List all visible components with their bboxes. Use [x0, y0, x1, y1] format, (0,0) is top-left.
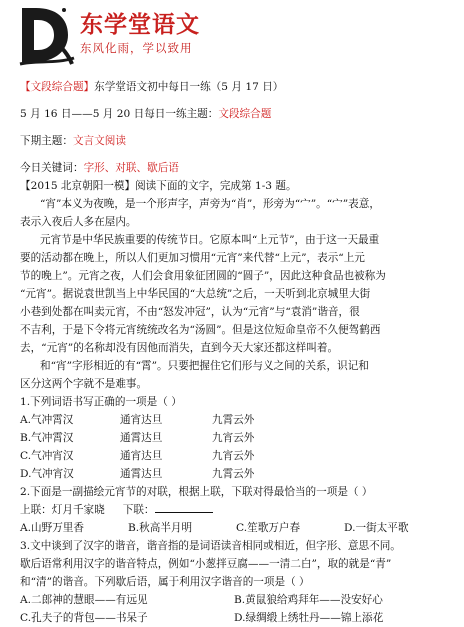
- answer-option-row: C.孔夫子的背包——书呆子 D.绿绸缎上绣牡丹——锦上添花: [20, 612, 384, 624]
- keywords-line: 今日关键词：字形、对联、歇后语: [20, 162, 179, 174]
- brand-title: 东学堂语文: [80, 12, 200, 38]
- passage-line: 区分这两个字就不是难事。: [20, 378, 148, 390]
- passage-source: 【2015 北京朝阳一模】阅读下面的文字，完成第 1-3 题。: [20, 180, 297, 192]
- answer-option: A.气冲霄汉 通宵达旦 九霄云外: [20, 414, 255, 426]
- answer-option: C.气冲宵汉 通宵达旦 九宵云外: [20, 450, 255, 462]
- document-title: [20, 78, 450, 96]
- passage: [20, 195, 450, 393]
- brush-logo-icon: [16, 2, 76, 68]
- question-stem: 歇后语常利用汉字的谐音特点，例如“小葱拌豆腐——一清二白”，取的就是“青”: [20, 558, 392, 570]
- passage-line: 元宵节是中华民族重要的传统节日。它原本叫“上元节”，由于这一天最重: [40, 234, 380, 246]
- passage-line: “宵”本义为夜晚，是一个形声字，声旁为“肖”，形旁为“宀”。“宀”表意，: [40, 198, 380, 210]
- question-stem: 1.下列词语书写正确的一项是（ ）: [20, 396, 182, 408]
- question-1: [20, 393, 450, 483]
- passage-line: 要的活动都在晚上，所以人们更加习惯用“元宵”来代替“上元”，表示“上元: [20, 252, 365, 264]
- document-body: [20, 78, 450, 627]
- couplet-line: 上联：灯月千家晓 下联：: [20, 501, 450, 519]
- passage-line: 小巷到处都在叫卖元宵，不由“怒发冲冠”，认为“元宵”与“袁消”谐音，很: [20, 306, 360, 318]
- answer-option: B.气冲霄汉 通霄达旦 九宵云外: [20, 432, 255, 444]
- passage-line: 表示入夜后人多在屋内。: [20, 216, 137, 228]
- answer-option: D.气冲宵汉 通霄达旦 九霄云外: [20, 468, 255, 480]
- answer-option-row: A.山野万里香 B.秋高半月明 C.笙歌万户春 D.一街太平歌: [20, 522, 409, 534]
- question-stem: 和“清”的谐音。下列歇后语，属于利用汉字谐音的一项是（ ）: [20, 576, 310, 588]
- passage-line: “元宵”。据说袁世凯当上中华民国的“大总统”之后，一天听到北京城里大街: [20, 288, 371, 300]
- question-3: [20, 537, 450, 627]
- question-stem: 2.下面是一副描绘元宵节的对联，根据上联，下联对得最恰当的一项是（ ）: [20, 486, 373, 498]
- passage-line: 不吉利，于是下令将元宵统统改名为“汤圆”。但是这位短命皇帝不久便驾鹤西: [20, 324, 381, 336]
- site-header: [0, 0, 464, 76]
- weekly-theme: 文段综合题: [218, 108, 272, 120]
- keywords: 字形、对联、歇后语: [83, 162, 179, 174]
- passage-line: 节的晚上”。元宵之夜，人们会食用象征团圆的“圆子”，因此这种食品也被称为: [20, 270, 386, 282]
- next-theme-line: 下期主题：文言文阅读: [20, 135, 126, 147]
- question-2: [20, 483, 450, 537]
- weekly-theme-line: 5 月 16 日——5 月 20 日每日一练主题：文段综合题: [20, 108, 272, 120]
- answer-blank: [155, 501, 213, 513]
- passage-line: 去，“元宵”的名称却没有因他而消失，直到今天大家还都这样叫着。: [20, 342, 339, 354]
- title-text: 东学堂语文初中每日一练（5 月 17 日）: [94, 81, 284, 93]
- brand-slogan: 东风化雨，学以致用: [80, 41, 193, 55]
- answer-option-row: A.二郎神的慧眼——有远见 B.黄鼠狼给鸡拜年——没安好心: [20, 594, 383, 606]
- question-stem: 3.文中谈到了汉字的谐音，谐音指的是词语读音相同或相近，但字形、意思不同。: [20, 540, 401, 552]
- next-theme: 文言文阅读: [72, 135, 126, 147]
- category-tag: 【文段综合题】: [20, 81, 95, 93]
- passage-line: 和“宵”字形相近的有“霄”。只要把握住它们形与义之间的关系，识记和: [40, 360, 369, 372]
